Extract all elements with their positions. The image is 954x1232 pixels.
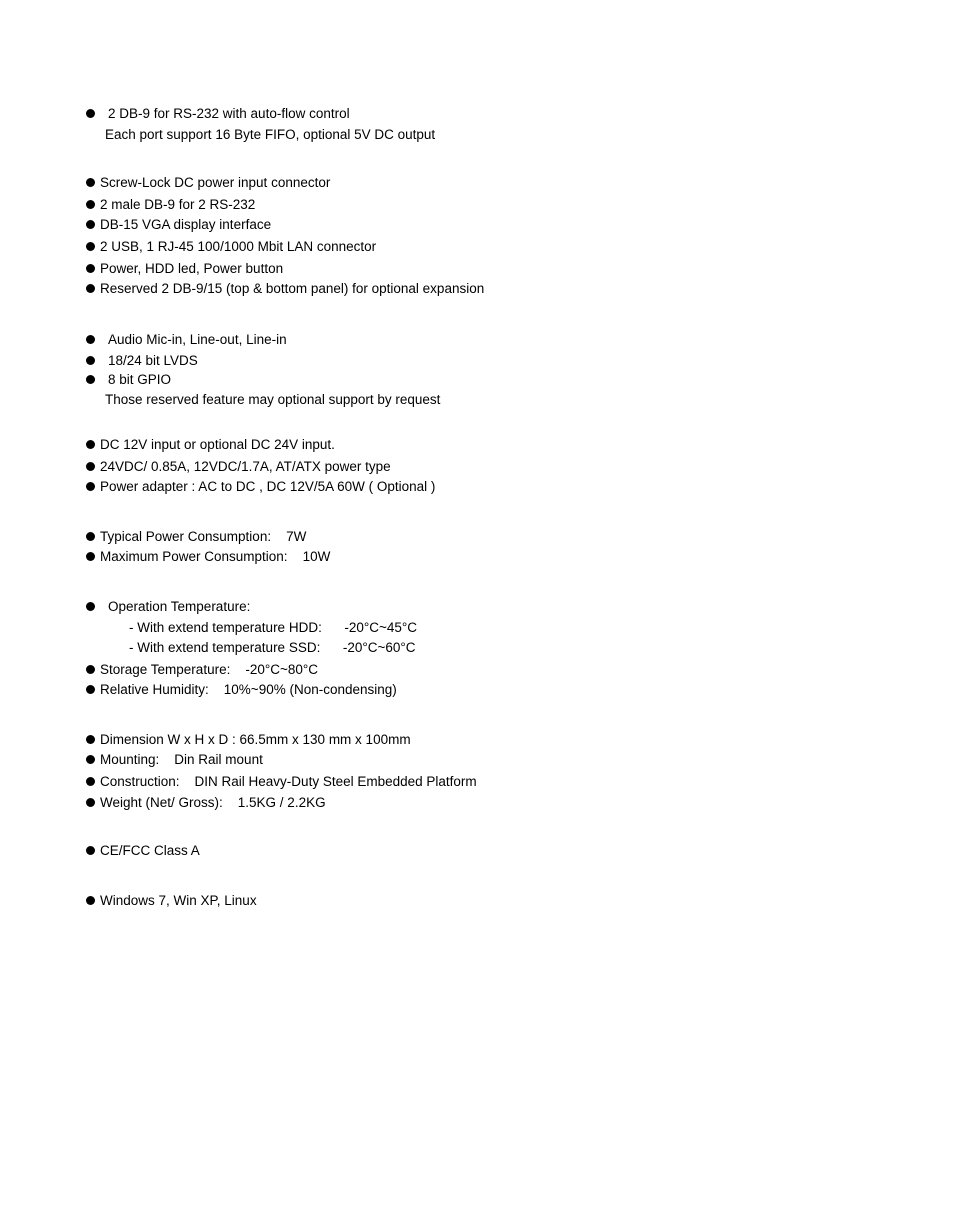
spec-text: Weight (Net/ Gross): 1.5KG / 2.2KG bbox=[100, 795, 326, 810]
spec-line bbox=[86, 681, 397, 699]
bullet-icon bbox=[86, 335, 95, 344]
bullet-icon bbox=[86, 846, 95, 855]
spec-text: Typical Power Consumption: 7W bbox=[100, 529, 307, 544]
bullet-icon bbox=[86, 665, 95, 674]
bullet-icon bbox=[86, 602, 95, 611]
spec-text: 8 bit GPIO bbox=[108, 372, 172, 387]
spec-text: Reserved 2 DB-9/15 (top & bottom panel) for optional expansion bbox=[100, 281, 485, 296]
spec-line bbox=[86, 352, 198, 370]
spec-text: Dimension W x H x D : 66.5mm x 130 mm x 100mm bbox=[100, 732, 411, 747]
bullet-icon bbox=[86, 552, 95, 561]
bullet-icon bbox=[86, 896, 95, 905]
spec-text: - With extend temperature SSD: -20°C~60°C bbox=[129, 640, 416, 655]
spec-text: 2 DB-9 for RS-232 with auto-flow control bbox=[108, 106, 350, 121]
spec-line bbox=[86, 794, 326, 812]
spec-line bbox=[86, 528, 306, 546]
bullet-icon bbox=[86, 462, 95, 471]
bullet-icon bbox=[86, 284, 95, 293]
spec-line bbox=[86, 842, 200, 860]
spec-line bbox=[86, 892, 257, 910]
spec-text: CE/FCC Class A bbox=[100, 843, 200, 858]
bullet-icon bbox=[86, 777, 95, 786]
bullet-icon bbox=[86, 109, 95, 118]
spec-text: Screw-Lock DC power input connector bbox=[100, 175, 331, 190]
spec-line bbox=[86, 196, 255, 214]
spec-line bbox=[86, 731, 411, 749]
spec-text: Power adapter : AC to DC , DC 12V/5A 60W ( Optional ) bbox=[100, 479, 436, 494]
bullet-icon bbox=[86, 375, 95, 384]
bullet-icon bbox=[86, 356, 95, 365]
spec-line bbox=[86, 478, 435, 496]
spec-line bbox=[86, 773, 477, 791]
spec-text: 2 male DB-9 for 2 RS-232 bbox=[100, 197, 256, 212]
spec-line bbox=[86, 548, 330, 566]
spec-text: Maximum Power Consumption: 10W bbox=[100, 549, 331, 564]
spec-line bbox=[86, 105, 350, 123]
spec-text: 2 USB, 1 RJ-45 100/1000 Mbit LAN connector bbox=[100, 239, 377, 254]
spec-line bbox=[86, 436, 335, 454]
spec-line bbox=[86, 238, 376, 256]
spec-text: Those reserved feature may optional support by request bbox=[105, 392, 441, 407]
spec-line bbox=[86, 751, 263, 769]
spec-text: Operation Temperature: bbox=[108, 599, 251, 614]
bullet-icon bbox=[86, 798, 95, 807]
bullet-icon bbox=[86, 200, 95, 209]
spec-line bbox=[86, 661, 318, 679]
spec-line bbox=[86, 174, 330, 192]
spec-line bbox=[86, 598, 250, 616]
bullet-icon bbox=[86, 755, 95, 764]
bullet-icon bbox=[86, 264, 95, 273]
spec-line bbox=[86, 216, 271, 234]
spec-subline bbox=[129, 619, 417, 637]
spec-text: Power, HDD led, Power button bbox=[100, 261, 284, 276]
spec-text: Audio Mic-in, Line-out, Line-in bbox=[108, 332, 287, 347]
bullet-icon bbox=[86, 178, 95, 187]
bullet-icon bbox=[86, 482, 95, 491]
spec-text: Windows 7, Win XP, Linux bbox=[100, 893, 257, 908]
spec-text: Storage Temperature: -20°C~80°C bbox=[100, 662, 319, 677]
spec-text: DB-15 VGA display interface bbox=[100, 217, 272, 232]
spec-text: Mounting: Din Rail mount bbox=[100, 752, 263, 767]
spec-line bbox=[86, 331, 287, 349]
spec-text: 24VDC/ 0.85A, 12VDC/1.7A, AT/ATX power type bbox=[100, 459, 391, 474]
bullet-icon bbox=[86, 685, 95, 694]
spec-text: 18/24 bit LVDS bbox=[108, 353, 198, 368]
spec-line bbox=[86, 458, 391, 476]
spec-note bbox=[105, 391, 440, 409]
spec-line bbox=[86, 260, 283, 278]
bullet-icon bbox=[86, 735, 95, 744]
spec-text: DC 12V input or optional DC 24V input. bbox=[100, 437, 335, 452]
bullet-icon bbox=[86, 440, 95, 449]
spec-note bbox=[105, 126, 435, 144]
spec-text: Construction: DIN Rail Heavy-Duty Steel Embedded Platform bbox=[100, 774, 477, 789]
spec-text: - With extend temperature HDD: -20°C~45°C bbox=[129, 620, 418, 635]
spec-text: Each port support 16 Byte FIFO, optional 5V DC output bbox=[105, 127, 436, 142]
spec-line bbox=[86, 371, 171, 389]
bullet-icon bbox=[86, 242, 95, 251]
spec-subline bbox=[129, 639, 416, 657]
spec-text: Relative Humidity: 10%~90% (Non-condensing) bbox=[100, 682, 397, 697]
bullet-icon bbox=[86, 220, 95, 229]
bullet-icon bbox=[86, 532, 95, 541]
spec-line bbox=[86, 280, 484, 298]
